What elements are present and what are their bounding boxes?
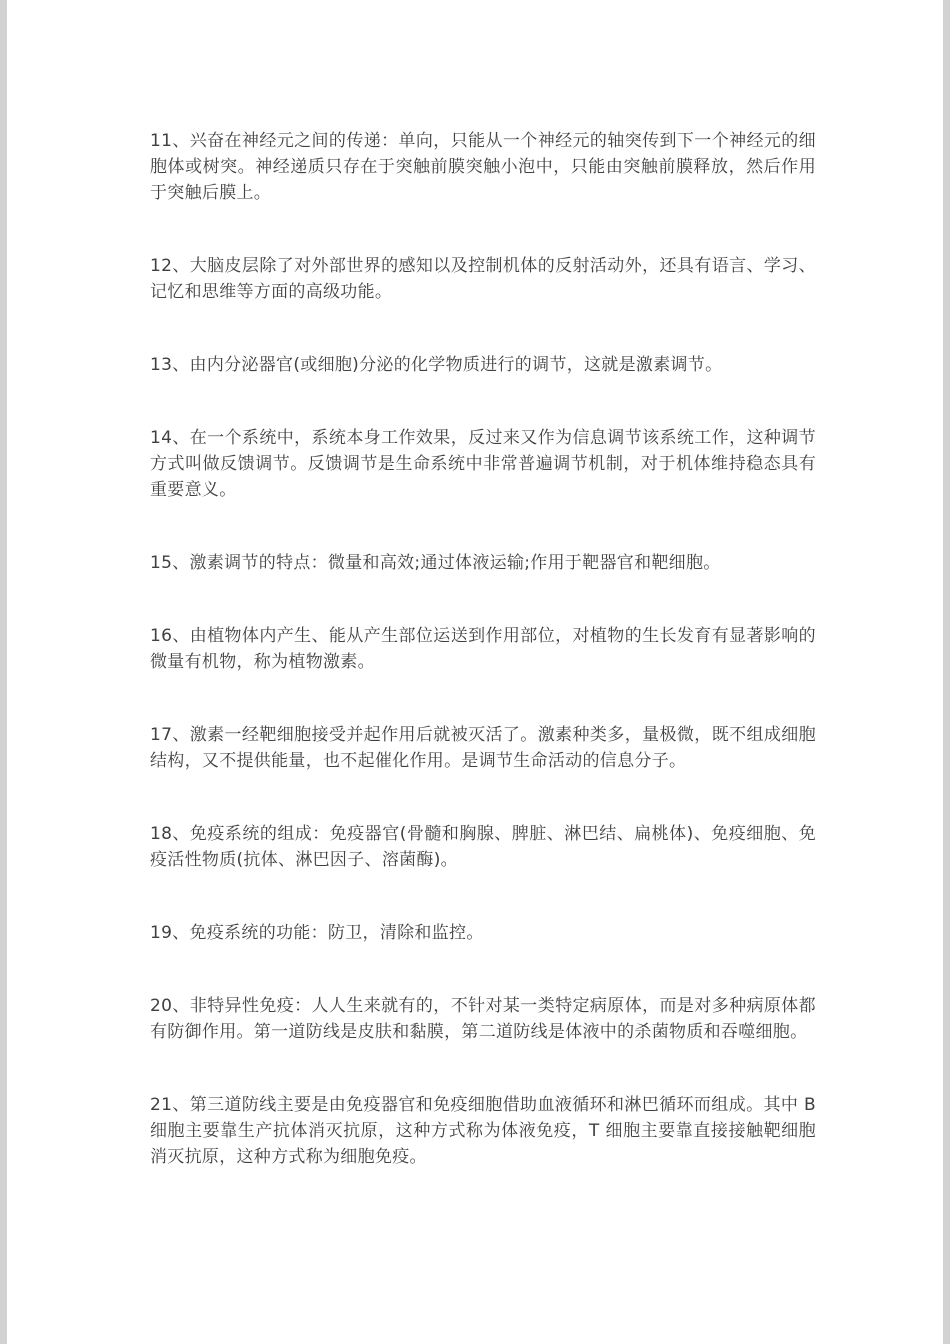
page-edge-left: [0, 0, 7, 1344]
note-item-14: 14、在一个系统中，系统本身工作效果，反过来又作为信息调节该系统工作，这种调节方式叫做反馈调节。反馈调节是生命系统中非常普遍调节机制，对于机体维持稳态具有重要意义。: [150, 428, 816, 500]
note-item-20: 20、非特异性免疫：人人生来就有的，不针对某一类特定病原体，而是对多种病原体都有防御作用。第一道防线是皮肤和黏膜，第二道防线是体液中的杀菌物质和吞噬细胞。: [150, 996, 816, 1042]
note-item-18: 18、免疫系统的组成：免疫器官(骨髓和胸腺、脾脏、淋巴结、扁桃体)、免疫细胞、免疫活性物质(抗体、淋巴因子、溶菌酶)。: [150, 824, 816, 870]
page-edge-right: [943, 0, 950, 1344]
note-item-17: 17、激素一经靶细胞接受并起作用后就被灭活了。激素种类多，量极微，既不组成细胞结构，又不提供能量，也不起催化作用。是调节生命活动的信息分子。: [150, 725, 816, 771]
note-item-13: 13、由内分泌器官(或细胞)分泌的化学物质进行的调节，这就是激素调节。: [150, 355, 723, 375]
note-item-16: 16、由植物体内产生、能从产生部位运送到作用部位，对植物的生长发育有显著影响的微量有机物，称为植物激素。: [150, 626, 816, 672]
note-item-11: 11、兴奋在神经元之间的传递：单向，只能从一个神经元的轴突传到下一个神经元的细胞体或树突。神经递质只存在于突触前膜突触小泡中，只能由突触前膜释放，然后作用于突触后膜上。: [150, 131, 816, 203]
document-page: [7, 0, 943, 1344]
note-item-15: 15、激素调节的特点：微量和高效;通过体液运输;作用于靶器官和靶细胞。: [150, 553, 721, 573]
note-item-21: 21、第三道防线主要是由免疫器官和免疫细胞借助血液循环和淋巴循环而组成。其中 B 细胞主要靠生产抗体消灭抗原，这种方式称为体液免疫，T 细胞主要靠直接接触靶细胞消灭抗原，这种方式称为细胞免疫。: [150, 1095, 816, 1167]
note-item-12: 12、大脑皮层除了对外部世界的感知以及控制机体的反射活动外，还具有语言、学习、记忆和思维等方面的高级功能。: [150, 256, 816, 302]
note-item-19: 19、免疫系统的功能：防卫，清除和监控。: [150, 923, 484, 943]
